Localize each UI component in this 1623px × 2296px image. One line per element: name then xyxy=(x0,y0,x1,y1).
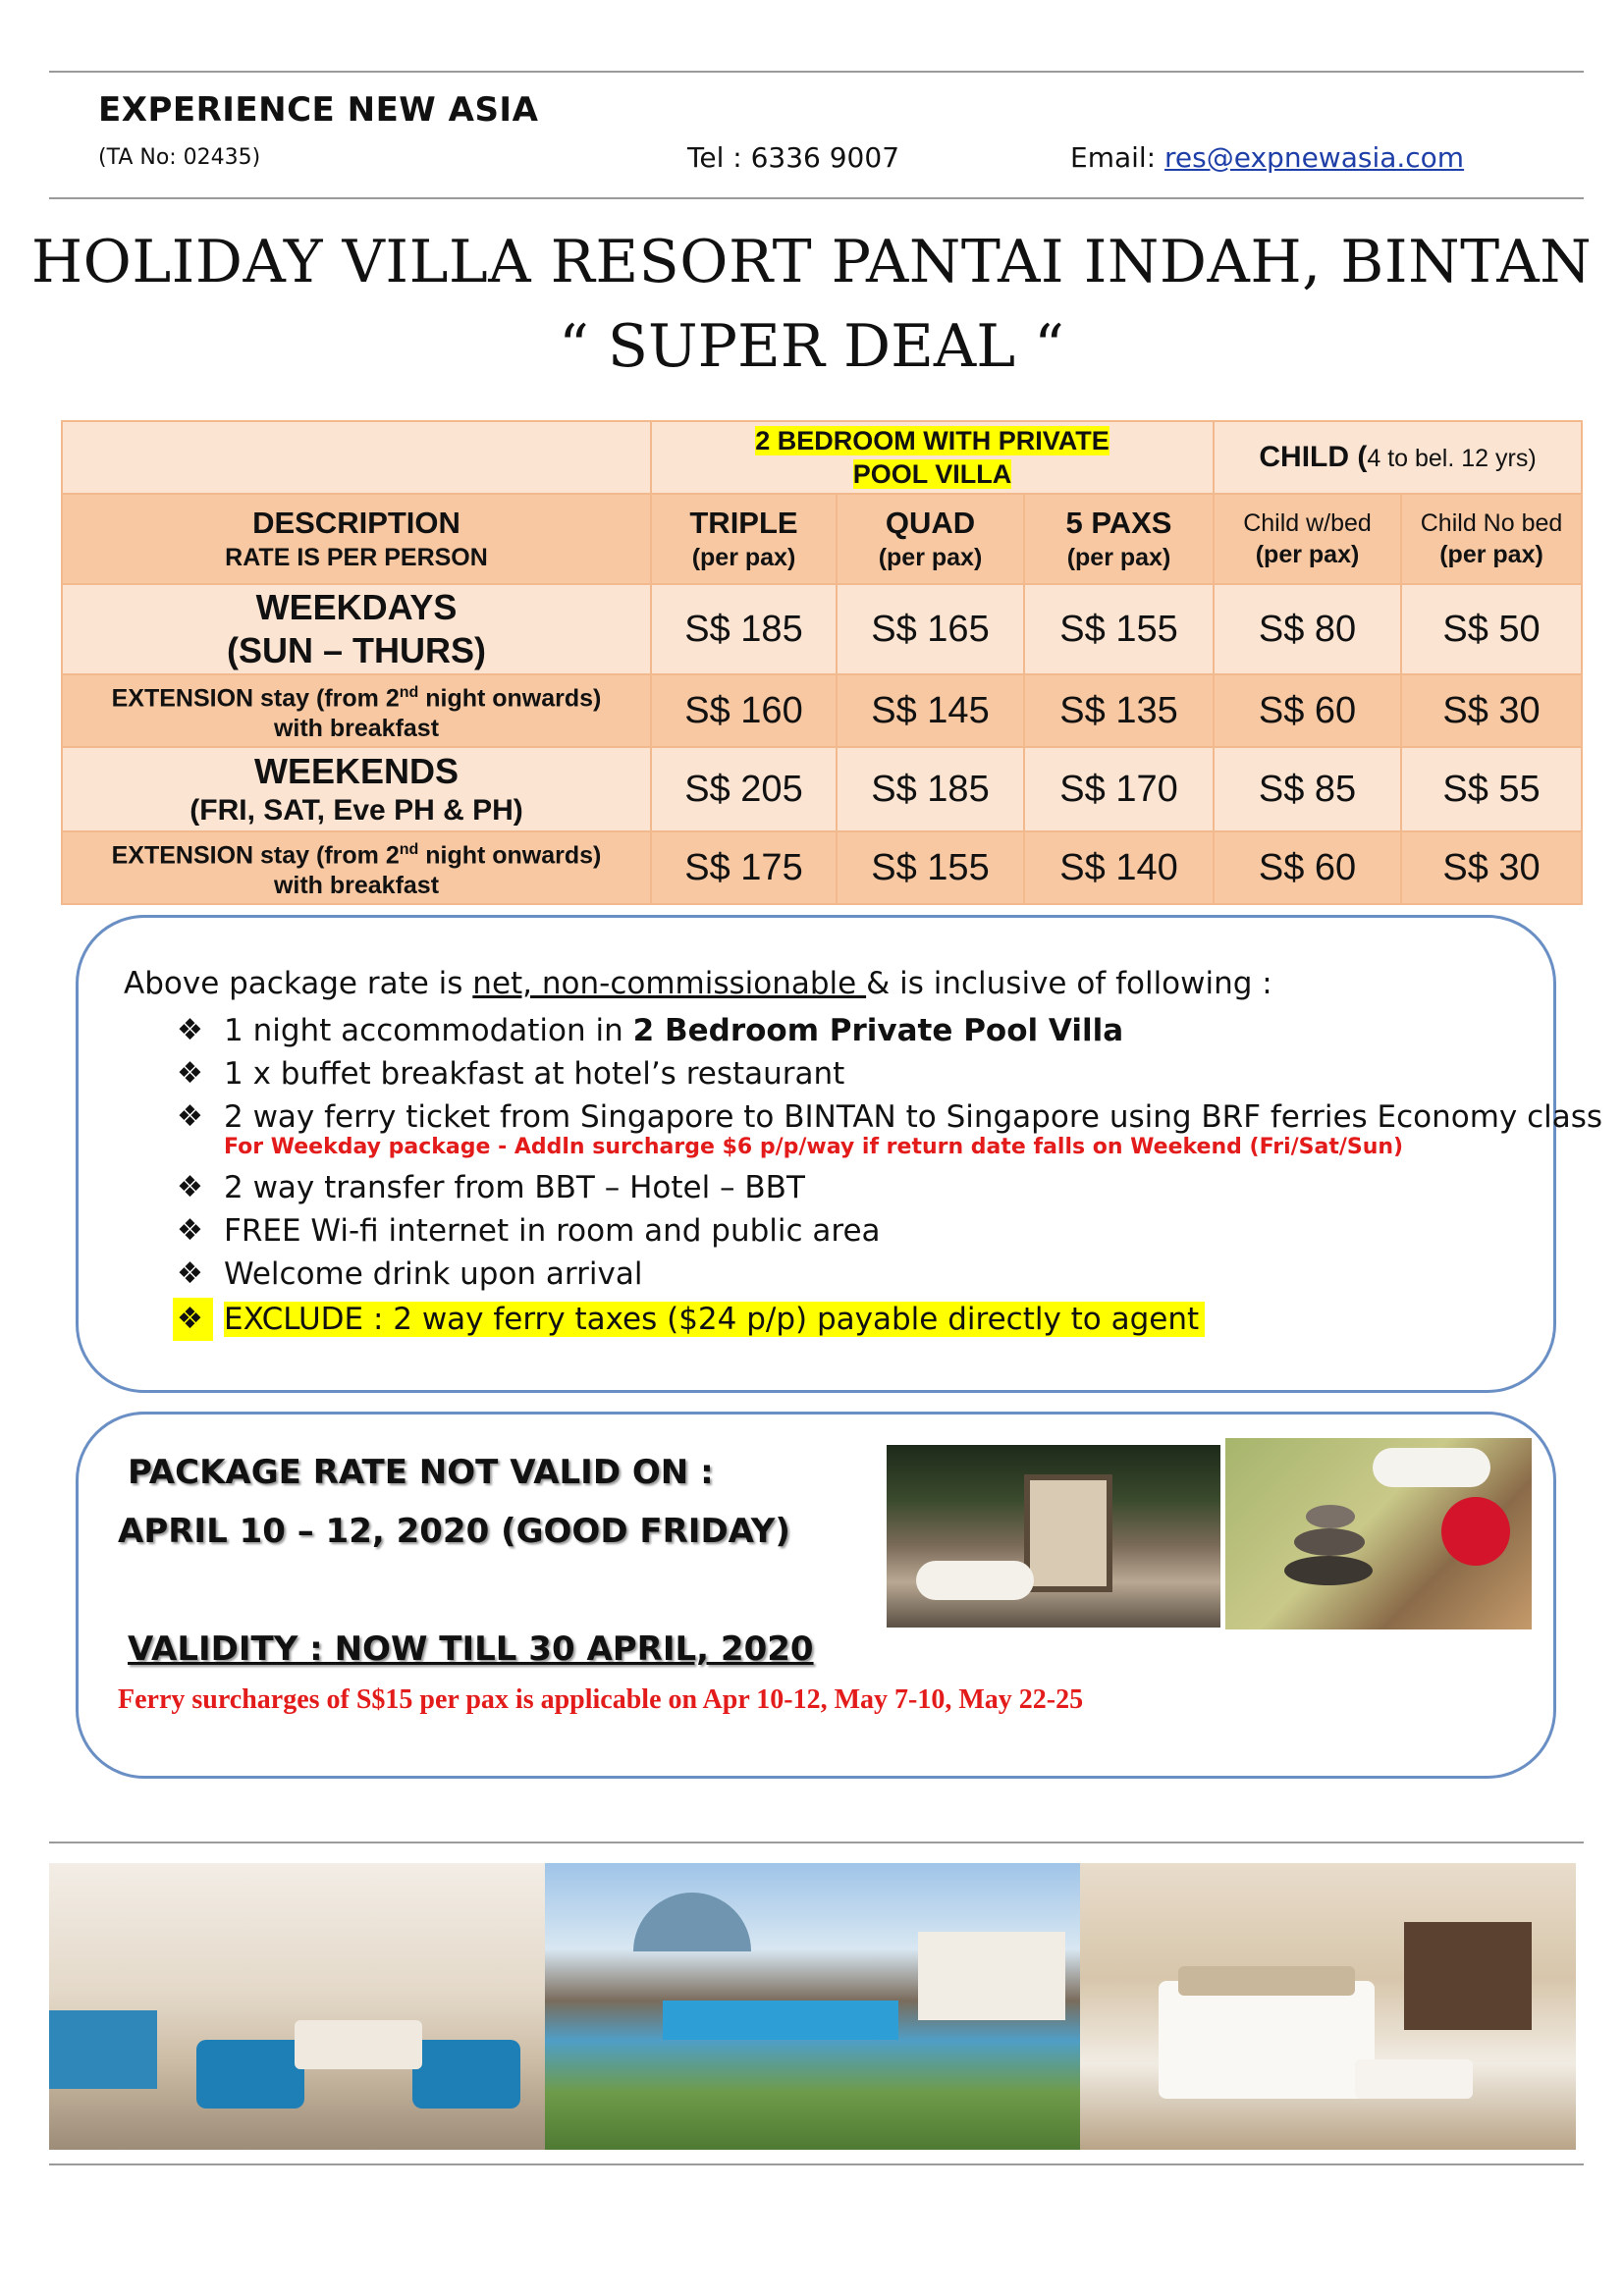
villa-bathroom-photo xyxy=(887,1445,1220,1628)
validity-period: VALIDITY : NOW TILL 30 APRIL, 2020 xyxy=(128,1629,814,1669)
bullet-icon: ❖ xyxy=(177,1056,203,1091)
exclusion-text: EXCLUDE : 2 way ferry taxes ($24 p/p) payable directly to agent xyxy=(224,1302,1205,1337)
page-title: HOLIDAY VILLA RESORT PANTAI INDAH, BINTAN xyxy=(30,228,1593,296)
header-rule xyxy=(49,197,1584,199)
table-top-row xyxy=(62,421,1582,494)
bottom-rule xyxy=(49,2163,1584,2165)
bullet-icon: ❖ xyxy=(173,1298,213,1341)
photo-detail xyxy=(1355,2059,1473,2099)
item-text-bold: 2 Bedroom Private Pool Villa xyxy=(632,1013,1124,1048)
item-text: 2 way ferry ticket from Singapore to BINTAN to Singapore using BRF ferries Economy class xyxy=(224,1099,1603,1135)
col-triple-header xyxy=(651,494,837,584)
rate-table xyxy=(61,420,1583,905)
list-item xyxy=(173,1009,1602,1052)
price-cell: S$ 60 xyxy=(1214,831,1401,904)
price-cell: S$ 60 xyxy=(1214,674,1401,747)
intro-text-a: Above package rate is xyxy=(124,966,473,1001)
photo-detail xyxy=(1284,1556,1373,1585)
row-label-sub: with breakfast xyxy=(273,872,440,900)
photo-detail xyxy=(1404,1922,1532,2030)
photo-detail xyxy=(295,2020,422,2069)
pool-villa-photo xyxy=(545,1863,1080,2150)
list-item xyxy=(173,1166,1602,1209)
row-label-main xyxy=(67,834,646,871)
col-triple-sub: (per pax) xyxy=(691,544,796,571)
not-valid-dates: APRIL 10 – 12, 2020 (GOOD FRIDAY) xyxy=(118,1512,790,1551)
price-cell: S$ 55 xyxy=(1401,747,1582,831)
table-row-weekend-extension xyxy=(62,831,1582,904)
item-text: FREE Wi-fi internet in room and public area xyxy=(224,1213,881,1249)
ext-label-sup: nd xyxy=(399,683,419,701)
inclusions-intro xyxy=(124,966,1272,1001)
price-cell: S$ 50 xyxy=(1401,584,1582,674)
child-header-main: CHILD ( xyxy=(1259,441,1368,473)
col-child-nobed-sub: (per pax) xyxy=(1439,541,1543,568)
photo-detail xyxy=(49,2010,157,2089)
col-child-bed-label: Child w/bed xyxy=(1243,509,1372,537)
bullet-icon: ❖ xyxy=(177,1256,203,1291)
photo-detail xyxy=(1306,1505,1355,1528)
ext-label-a: EXTENSION stay (from 2 xyxy=(111,841,400,870)
child-header-age: 4 to bel. 12 yrs) xyxy=(1367,445,1537,472)
row-label xyxy=(62,674,651,747)
top-rule xyxy=(49,71,1584,73)
price-cell: S$ 185 xyxy=(651,584,837,674)
villa-header xyxy=(651,421,1214,494)
item-text: 1 night accommodation in xyxy=(224,1013,633,1048)
photos-top-rule xyxy=(49,1842,1584,1843)
bedroom-photo xyxy=(1080,1863,1576,2150)
child-header xyxy=(1214,421,1582,494)
col-5paxs-label: 5 PAXS xyxy=(1065,506,1172,540)
price-cell: S$ 135 xyxy=(1024,674,1214,747)
email-line xyxy=(1070,141,1464,174)
item-text: Welcome drink upon arrival xyxy=(224,1256,643,1292)
price-cell: S$ 170 xyxy=(1024,747,1214,831)
col-quad-header xyxy=(837,494,1024,584)
col-quad-sub: (per pax) xyxy=(878,544,983,571)
item-text: 1 x buffet breakfast at hotel’s restaurant xyxy=(224,1056,845,1092)
row-label-main: WEEKDAYS xyxy=(255,587,458,627)
col-quad-label: QUAD xyxy=(885,506,976,540)
ta-number: (TA No: 02435) xyxy=(98,145,261,170)
price-cell: S$ 30 xyxy=(1401,674,1582,747)
photo-detail xyxy=(1441,1497,1510,1566)
price-cell: S$ 30 xyxy=(1401,831,1582,904)
photo-detail xyxy=(1178,1966,1355,1996)
row-label-sub: (SUN – THURS) xyxy=(226,630,486,670)
price-cell: S$ 175 xyxy=(651,831,837,904)
villa-header-line1: 2 BEDROOM WITH PRIVATE xyxy=(755,426,1109,455)
email-label: Email: xyxy=(1070,141,1157,174)
bullet-icon: ❖ xyxy=(177,1013,203,1047)
table-row-weekends xyxy=(62,747,1582,831)
not-valid-label: PACKAGE RATE NOT VALID ON : xyxy=(128,1453,714,1492)
photo-detail xyxy=(663,2001,898,2040)
photo-detail xyxy=(1373,1448,1490,1487)
col-child-nobed-header xyxy=(1401,494,1582,584)
price-cell: S$ 140 xyxy=(1024,831,1214,904)
spa-stones-photo xyxy=(1225,1438,1532,1629)
col-5paxs-sub: (per pax) xyxy=(1066,544,1171,571)
price-cell: S$ 80 xyxy=(1214,584,1401,674)
row-label xyxy=(62,584,651,674)
photo-detail xyxy=(1294,1528,1365,1556)
bullet-icon: ❖ xyxy=(177,1170,203,1204)
photo-detail xyxy=(196,2040,304,2109)
row-label-main xyxy=(67,677,646,714)
ext-label-b: night onwards) xyxy=(418,841,602,870)
row-label xyxy=(62,831,651,904)
row-label-sub: (FRI, SAT, Eve PH & PH) xyxy=(189,794,523,827)
table-row-weekday-extension xyxy=(62,674,1582,747)
villa-header-line2: POOL VILLA xyxy=(852,459,1012,489)
empty-cell xyxy=(62,421,651,494)
bullet-icon: ❖ xyxy=(177,1099,203,1134)
exclusion-item xyxy=(173,1298,1602,1341)
photo-detail xyxy=(916,1561,1034,1600)
living-room-photo xyxy=(49,1863,545,2150)
photo-detail xyxy=(918,1932,1065,2020)
photo-detail xyxy=(1159,1981,1375,2099)
col-child-nobed-label: Child No bed xyxy=(1420,509,1563,537)
row-label xyxy=(62,747,651,831)
intro-text-underlined: net, non-commissionable xyxy=(472,966,867,1001)
list-item xyxy=(173,1052,1602,1095)
price-cell: S$ 205 xyxy=(651,747,837,831)
col-5paxs-header xyxy=(1024,494,1214,584)
table-header-row xyxy=(62,494,1582,584)
telephone: Tel : 6336 9007 xyxy=(687,141,900,174)
table-row-weekdays xyxy=(62,584,1582,674)
company-name: EXPERIENCE NEW ASIA xyxy=(98,90,539,130)
ext-label-sup: nd xyxy=(399,840,419,858)
list-item xyxy=(173,1253,1602,1296)
row-label-main: WEEKENDS xyxy=(253,751,460,791)
ext-label-a: EXTENSION stay (from 2 xyxy=(111,684,400,713)
ferry-surcharge-note: Ferry surcharges of S$15 per pax is applicable on Apr 10-12, May 7-10, May 22-25 xyxy=(118,1684,1084,1715)
col-triple-label: TRIPLE xyxy=(689,506,798,540)
ext-label-b: night onwards) xyxy=(418,684,602,713)
weekday-surcharge-note: For Weekday package - Addln surcharge $6 p/p/way if return date falls on Weekend (Fri/Sat/Sun) xyxy=(224,1135,1404,1159)
price-cell: S$ 155 xyxy=(1024,584,1214,674)
item-text: 2 way transfer from BBT – Hotel – BBT xyxy=(224,1170,805,1205)
price-cell: S$ 160 xyxy=(651,674,837,747)
col-child-bed-sub: (per pax) xyxy=(1255,541,1360,568)
inclusions-list xyxy=(173,1009,1602,1341)
price-cell: S$ 185 xyxy=(837,747,1024,831)
bullet-icon: ❖ xyxy=(177,1213,203,1248)
price-cell: S$ 165 xyxy=(837,584,1024,674)
intro-text-b: & is inclusive of following : xyxy=(866,966,1272,1001)
rate-note: RATE IS PER PERSON xyxy=(225,544,488,571)
row-label-sub: with breakfast xyxy=(273,715,440,743)
description-header xyxy=(62,494,651,584)
price-cell: S$ 145 xyxy=(837,674,1024,747)
email-link[interactable]: res@expnewasia.com xyxy=(1164,141,1465,174)
photo-detail xyxy=(633,1893,751,1951)
photo-detail xyxy=(1024,1474,1112,1592)
col-child-bed-header xyxy=(1214,494,1401,584)
page-subtitle: “ SUPER DEAL “ xyxy=(559,312,1064,381)
photo-detail xyxy=(412,2040,520,2109)
list-item xyxy=(173,1209,1602,1253)
price-cell: S$ 155 xyxy=(837,831,1024,904)
price-cell: S$ 85 xyxy=(1214,747,1401,831)
description-label: DESCRIPTION xyxy=(252,506,460,540)
